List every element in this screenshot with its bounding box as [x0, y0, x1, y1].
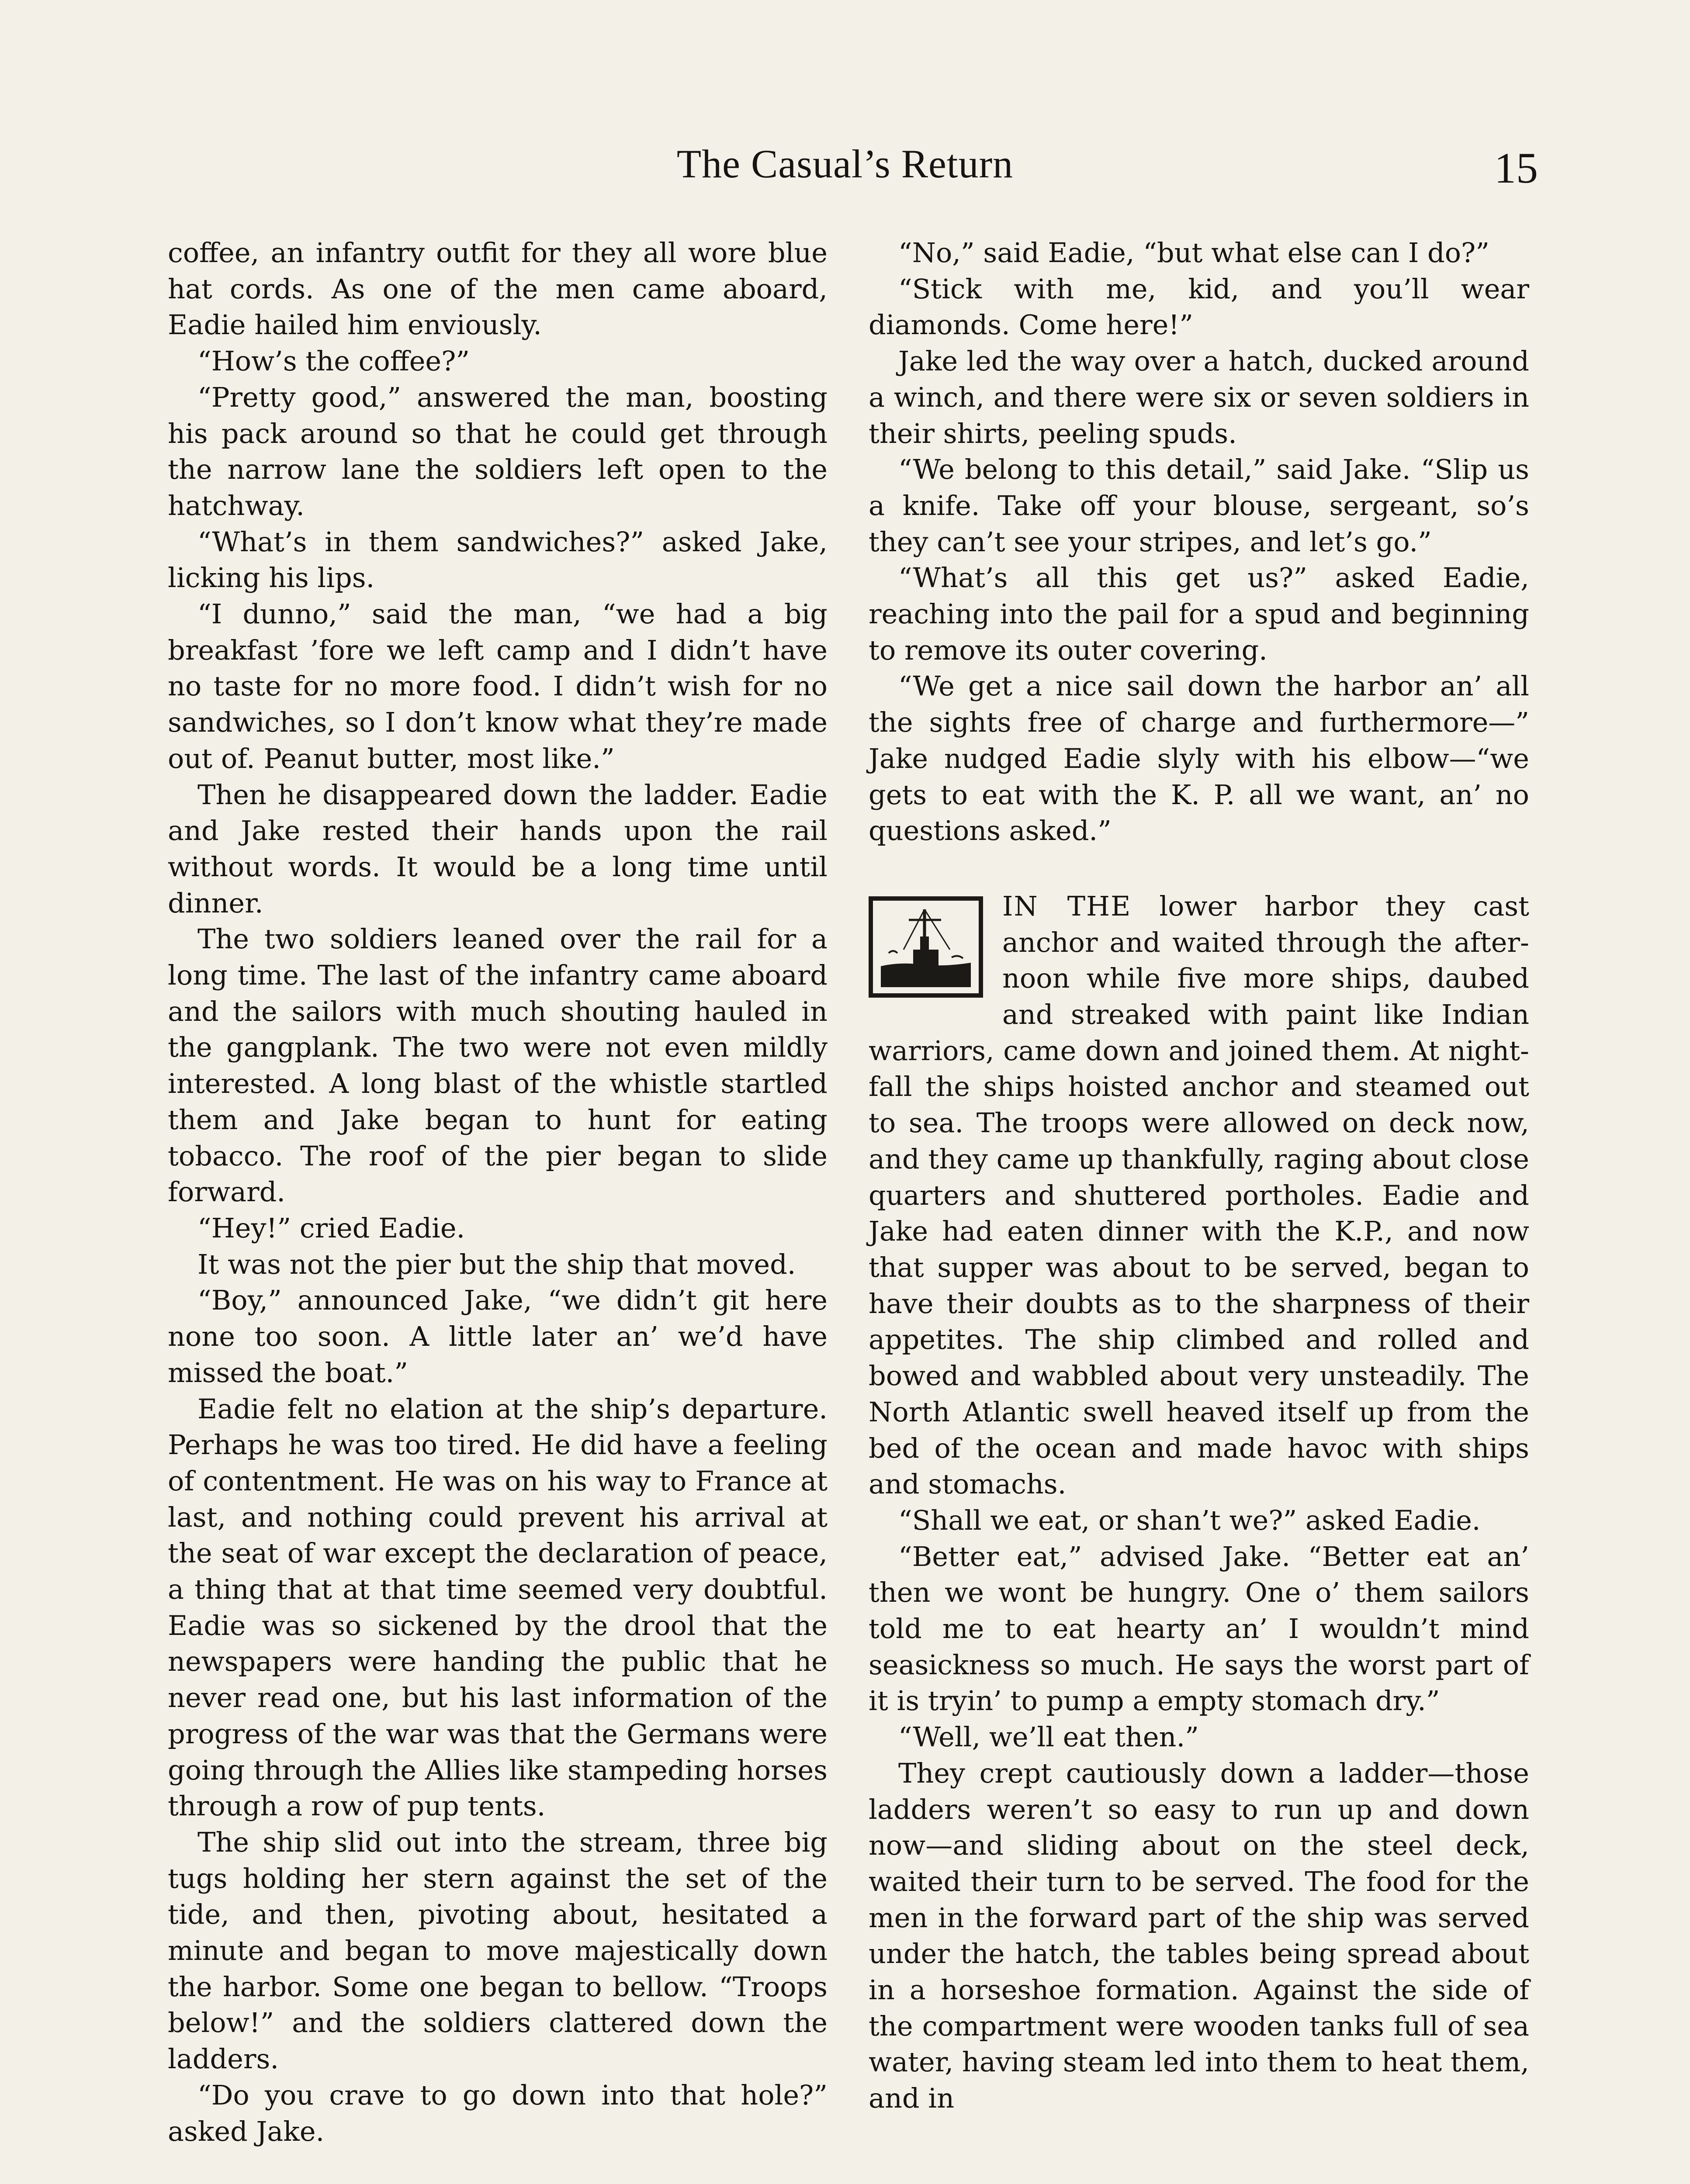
paragraph: “Stick with me, kid, and you’ll wear diamonds. Come here!”: [869, 273, 1529, 341]
left-column: [168, 235, 828, 2149]
paragraph: Eadie felt no elation at the ship’s departure. Perhaps he was too tired. He did have a feeling of contentment. He was on his way to France at last, and nothing could prevent his arrival at the seat of war except the declaration of peace, a thing that at that time seemed very doubtful. Eadie was so sickened by the drool that the newspapers were handing the public that he never read one, but his last information of the progress of the war was that the Germans were going through the Allies like stampeding horses through a row of pup tents.: [168, 1393, 828, 1822]
paragraph: “Pretty good,” answered the man, boosting his pack around so that he could get through the narrow lane the soldiers left open to the hatchway.: [168, 381, 828, 522]
paragraph: “Do you crave to go down into that hole?” asked Jake.: [168, 2079, 828, 2147]
paragraph: “No,” said Eadie, “but what else can I do?”: [898, 237, 1489, 269]
paragraph-text: lower harbor they cast anchor and waited through the afternoon while five more ships, daubed and streaked with paint like Indian warriors, came down and joined them. At nightfall the ships hoisted anchor and steamed out to sea. The troops were allowed on deck now, and they came up thankfully, raging about close quarters and shuttered portholes. Eadie and Jake had eaten dinner with the K.P., and now that supper was about to be served, began to have their doubts as to the sharpness of their appetites. The ship climbed and rolled and bowed and wabbled about very unsteadily. The North Atlantic swell heaved itself up from the bed of the ocean and made havoc with ships and stomachs.: [869, 890, 1529, 1500]
paragraph: “Boy,” announced Jake, “we didn’t git here none too soon. A little later an’ we’d have missed the boat.”: [168, 1284, 828, 1389]
paragraph: “How’s the coffee?”: [197, 345, 470, 377]
paragraph: “What’s all this get us?” asked Eadie, reaching into the pail for a spud and beginning to remove its outer covering.: [869, 562, 1529, 666]
section-lead-words: IN THE: [1002, 890, 1132, 922]
paragraph: “We get a nice sail down the harbor an’ all the sights free of charge and furthermore—” Jake nudged Eadie slyly with his elbow—“we gets to eat with the K. P. all we want, an’ no questions asked.”: [869, 670, 1529, 847]
paragraph: The ship slid out into the stream, three big tugs holding her stern against the set of the tide, and then, pivoting about, hesitated a minute and began to move majestically down the harbor. Some one began to bellow. “Troops below!” and the soldiers clattered down the ladders.: [168, 1826, 828, 2075]
paragraph: They crept cautiously down a ladder—those ladders weren’t so easy to run up and down now—and sliding about on the steel deck, waited their turn to be served. The food for the men in the forward part of the ship was served under the hatch, the tables being spread about in a horseshoe formation. Against the side of the compartment were wooden tanks full of sea water, having steam led into them to heat them, and in: [869, 1757, 1529, 2115]
paragraph: “What’s in them sandwiches?” asked Jake, licking his lips.: [168, 525, 828, 594]
right-column: [869, 235, 1529, 2117]
paragraph: It was not the pier but the ship that moved.: [197, 1248, 796, 1280]
paragraph: “Shall we eat, or shan’t we?” asked Eadie.: [898, 1504, 1481, 1536]
paragraph: “Hey!” cried Eadie.: [197, 1212, 465, 1244]
page-number: 15: [1494, 144, 1538, 192]
paragraph: “We belong to this detail,” said Jake. “Slip us a knife. Take off your blouse, sergeant, so’s they can’t see your stripes, and let’s go.”: [869, 453, 1529, 558]
ship-at-anchor-vignette-icon: [869, 896, 983, 998]
paragraph: “Well, we’ll eat then.”: [898, 1721, 1199, 1753]
paragraph: coffee, an infantry outfit for they all wore blue hat cords. As one of the men came aboard, Eadie hailed him enviously.: [168, 237, 828, 341]
paragraph: “I dunno,” said the man, “we had a big breakfast ’fore we left camp and I didn’t have no taste for no more food. I didn’t wish for no sandwiches, so I don’t know what they’re made out of. Peanut butter, most like.”: [168, 598, 828, 774]
paragraph: Then he disappeared down the ladder. Eadie and Jake rested their hands upon the rail without words. It would be a long time until dinner.: [168, 778, 828, 919]
paragraph: “Better eat,” advised Jake. “Better eat an’ then we wont be hungry. One o’ them sailors told me to eat hearty an’ I wouldn’t mind seasickness so much. He says the worst part of it is tryin’ to pump a empty stomach dry.”: [869, 1540, 1529, 1717]
running-title: The Casual’s Return: [676, 142, 1014, 186]
section-opening-paragraph: [869, 888, 1529, 1503]
paragraph: Jake led the way over a hatch, ducked around a winch, and there were six or seven soldiers in their shirts, peeling spuds.: [869, 345, 1529, 449]
paragraph: The two soldiers leaned over the rail for a long time. The last of the infantry came aboard and the sailors with much shouting hauled in the gangplank. The two were not even mildly interested. A long blast of the whistle startled them and Jake began to hunt for eating tobacco. The roof of the pier began to slide forward.: [168, 923, 828, 1208]
